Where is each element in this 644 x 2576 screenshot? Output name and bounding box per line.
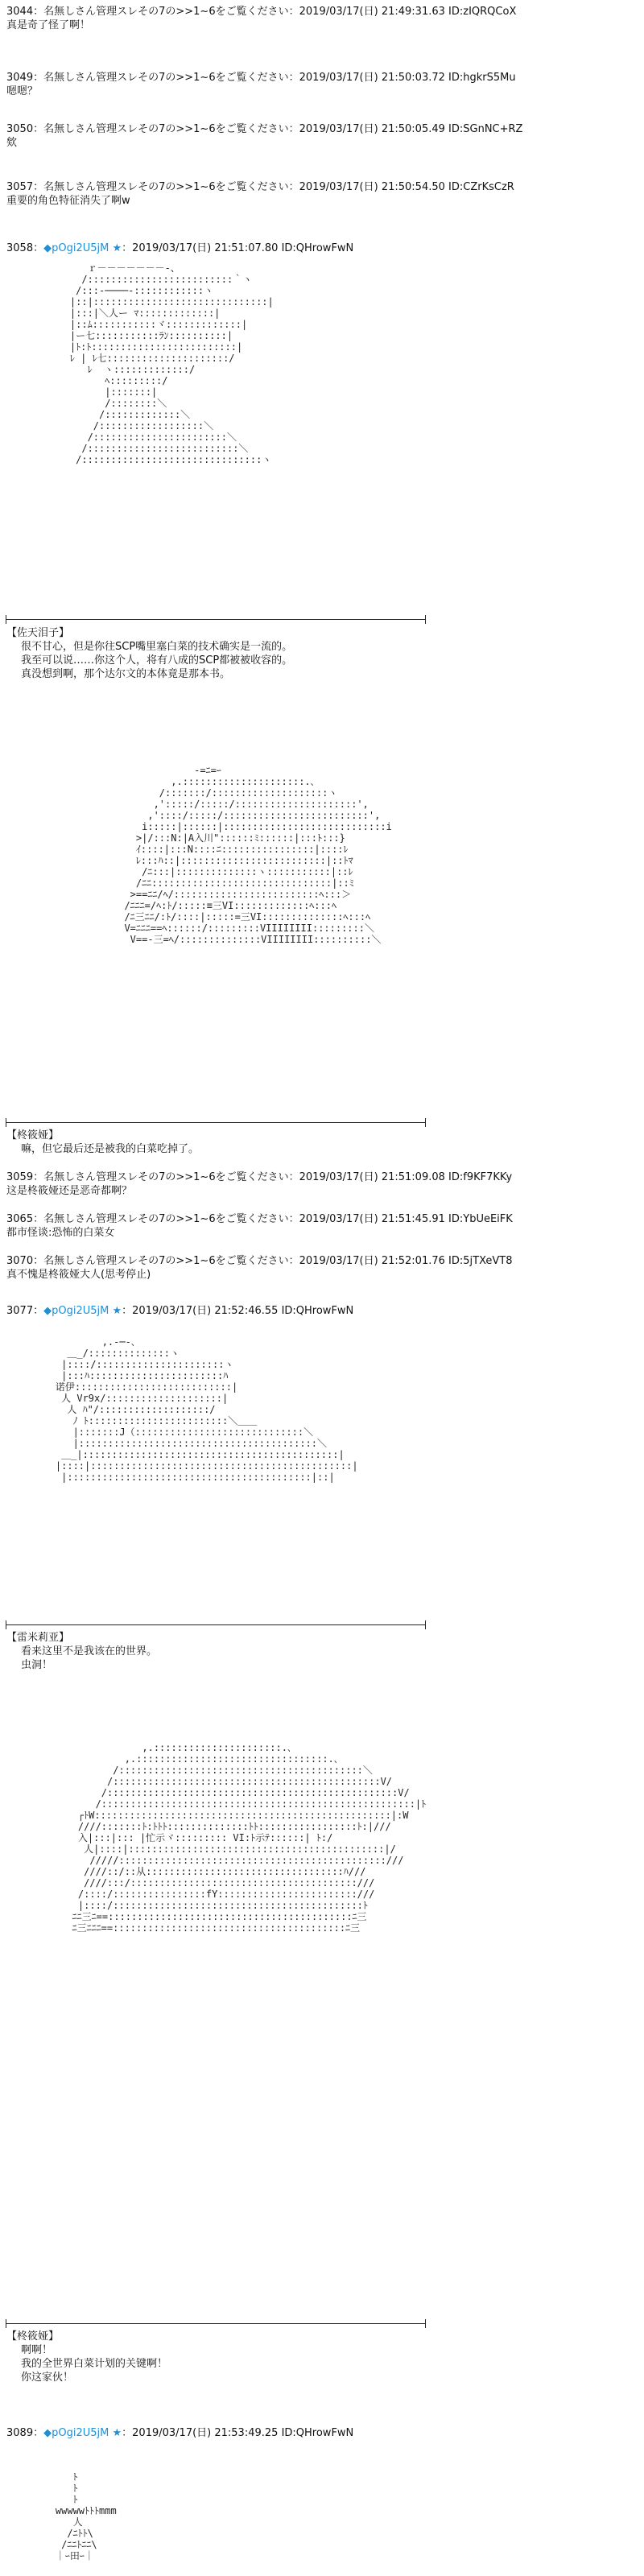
caption-shinoa-2: [6, 2330, 167, 2384]
caption-remilia: [6, 1631, 157, 1672]
caption-saten: [6, 626, 292, 681]
caption-line: 虫洞！: [21, 1659, 53, 1671]
caption-shinoa-1: [6, 1129, 199, 1156]
author-trip[interactable]: ◆pOgi2U5jM ★: [43, 2427, 122, 2439]
caption-line: 真没想到啊，那个达尔文的本体竟是那本书。: [21, 668, 231, 680]
ascii-art-tower: ﾄ ﾄ ﾄ wwwwwﾄﾄﾄmmm 人 /ﾆﾄﾄ\ /ﾆﾆﾄﾆﾆ\ ｜ｰ田ｰ｜: [55, 2471, 117, 2562]
post-body: 这是柊筱娅还是恶奇都啊？: [6, 1185, 133, 1197]
post-3089: [6, 2426, 634, 2440]
post-3077: [6, 1304, 634, 1318]
separator-line: [6, 1122, 425, 1123]
post-3050: [6, 122, 634, 150]
author-trip[interactable]: ◆pOgi2U5jM ★: [43, 1305, 122, 1317]
caption-line: 啊啊！: [21, 2344, 53, 2356]
caption-line: 你这家伙！: [21, 2372, 74, 2384]
caption-speaker: 【柊筱娅】: [6, 1129, 60, 1141]
post-header: 3044：名無しさん管理スレその7の>>1~6をご覧ください：2019/03/17(日) 21:49:31.63 ID:zIQRQCoX: [6, 6, 517, 18]
ascii-art-remilia: ,.-─-､ ＿_/::::::::::::::ヽ |::::/::::::::::::::::::::::ヽ |:::ﾊ:::::::::::::::::::::::ﾊ 诺伊:::::::::::::::::::::::::::| 人 Vr9x/::::::::::::::::::::| 人 ﾊ"/:::::::::::::::::::/ ﾉ ﾄ::::::::::::::::::::::::＼＿＿ |:::::::J（:::::::::::::::::::::::::::::＼ |:::::::::::::::::::::::::::::::::::::::::＼ ＿_|::::::::::::::::::::::::::::::::::::::::::::| |::::|:::::::::::::::::::::::::::::::::::::::::::::| |::::::::::::::::::::::::::::::::::::::::::|::|: [55, 1336, 358, 1483]
post-body: 重要的角色特征消失了啊w: [6, 195, 130, 207]
post-3065: [6, 1212, 634, 1240]
caption-line: 看来这里不是我该在的世界。: [21, 1645, 158, 1657]
post-body: 嗯嗯？: [6, 85, 39, 97]
author-trip[interactable]: ◆pOgi2U5jM ★: [43, 242, 122, 254]
post-header: 3089：◆pOgi2U5jM ★：2019/03/17(日) 21:53:49.25 ID:QHrowFwN: [6, 2427, 354, 2439]
post-header: 3070：名無しさん管理スレその7の>>1~6をご覧ください：2019/03/17(日) 21:52:01.76 ID:5jTXeVT8: [6, 1255, 513, 1267]
caption-line: 嘛，但它最后还是被我的白菜吃掉了。: [21, 1143, 200, 1155]
separator-line: [6, 619, 425, 620]
post-3059: [6, 1170, 634, 1198]
caption-line: 我的全世界白菜计划的关键啊！: [21, 2358, 168, 2370]
post-header: 3057：名無しさん管理スレその7の>>1~6をご覧ください：2019/03/17(日) 21:50:54.50 ID:CZrKsCzR: [6, 181, 514, 193]
caption-line: 很不甘心，但是你往SCP嘴里塞白菜的技术确实是一流的。: [21, 641, 293, 653]
caption-speaker: 【佐天泪子】: [6, 627, 70, 639]
caption-speaker: 【柊筱娅】: [6, 2330, 60, 2343]
post-3049: [6, 71, 634, 98]
caption-line: 我至可以说……你这个人，将有八成的SCP都被被收容的。: [21, 654, 293, 667]
post-header: 3058：◆pOgi2U5jM ★：2019/03/17(日) 21:51:07.80 ID:QHrowFwN: [6, 242, 354, 254]
post-header: 3050：名無しさん管理スレその7の>>1~6をご覧ください：2019/03/17(日) 21:50:05.49 ID:SGnNC+RZ: [6, 123, 523, 135]
post-header: 3077：◆pOgi2U5jM ★：2019/03/17(日) 21:52:46.55 ID:QHrowFwN: [6, 1305, 354, 1317]
post-3058: [6, 242, 634, 255]
post-3044: [6, 5, 634, 32]
ascii-art-shinoa-wormhole: ,.::::::::::::::::::::::.､ ,.:::::::::::::::::::::::::::::::::.､ /::::::::::::::::::::::::::::::::::::::::::＼ /::::::::::::::::::::::::::::::::::::::::::::::V/ /::::::::::::::::::::::::::::::::::::::::::::::::::V/ /::::::::::::::::::::::::::::::::::::::::::::::::::::::|ﾄ ┌ﾄW:::::::::::::::::::::::::::::::::::::::::::::::::::|:W ////:::::::ﾄ:ﾄﾄﾄ::::::::::::::ﾄﾄ:::::::::::::::::ﾄ:|/// 入|:::|::: |忙示ヾ::::::::: VI:ﾄ示ﾃ::::::| ﾄ:/ 人|::::|::::::::::::::::::::::::::::::::::::::::::::|/ /////::::::::::::::::::::::::::::::::::::::::::::::/// ////::/::从::::::::::::::::::::::::::::::::::ﾊ/// ////:::/:::::::::::::::::::::::::::::::::::::::/// /::::/::::::::::::::::fY::::::::::::::::::::::::/// |::::/:::::::::::::::::::::::::::::::::::::::::::ﾄ ﾆﾆ三ﾆ==::::::::::::::::::::::::::::::::::::::::::ﾆ三 ﾆ三ﾆﾆﾆ==::::::::::::::::::::::::::::::::::::::::ﾆ三: [72, 1742, 427, 1934]
post-body: 都市怪谈:恐怖的白菜女: [6, 1227, 115, 1239]
caption-speaker: 【雷米莉亚】: [6, 1632, 70, 1644]
ascii-art-saten: ｒ－－－－－－－-、 /:::::::::::::::::::::::::｀ヽ /:::-────-::::::::::::ヽ |::|::::::::::::::::::::::::::::::| |:::|＼人ー ﾏ:::::::::::::| |::ﾑ:::::::::::ヾ:::::::::::::| |ー七:::::::::::ﾗﾝ::::::::::| |ﾄ:ﾄ:::::::::::::::::::::::::| ﾚ | ﾚ七:::::::::::::::::::::/ ﾚ ヽ:::::::::::::/ ﾍ:::::::::/ |:::::::| /::::::::＼ /:::::::::::::＼ /::::::::::::::::::＼ /:::::::::::::::::::::::＼ /::::::::::::::::::::::::::＼ /:::::::::::::::::::::::::::::::ヽ: [69, 262, 274, 465]
post-3070: [6, 1254, 634, 1282]
separator-line: [6, 2323, 425, 2324]
post-3057: [6, 180, 634, 208]
post-body: 真是奇了怪了啊！: [6, 19, 91, 31]
post-body: 欸: [6, 137, 18, 149]
post-body: 真不愧是柊筱娅大人(思考停止): [6, 1269, 151, 1281]
post-header: 3065：名無しさん管理スレその7の>>1~6をご覧ください：2019/03/17(日) 21:51:45.91 ID:YbUeEiFK: [6, 1213, 513, 1225]
post-header: 3049：名無しさん管理スレその7の>>1~6をご覧ください：2019/03/17(日) 21:50:03.72 ID:hgkrS5Mu: [6, 72, 516, 84]
ascii-art-shinoa-cabbage: -=ﾆ=ｰ ,.:::::::::::::::::::::.､ /:::::::/::::::::::::::::::::ヽ ,':::::/:::::/:::::::::::::::::::::', ,'::::/:::::/:::::::::::::::::::::::::', i:::::|::::::|::::::::::::::::::::::::::::i >|/:::N:|A入川"::::::ﾐ::::::|:::ﾄ:::} ｲ::::|:::N::::ﾆ::::::::::::::::|::::ﾚ ﾚ:::ﾊ::|:::::::::::::::::::::::::|::ﾄﾏ /ﾆ:::|::::::::::::::ヽ:::::::::::|::ﾚ /ﾆﾆ:::::::::::::::::::::::::::::::|::ﾐ >==ﾆﾆ/ﾍ/:::::::::::::::::::::::::ﾍ:::＞ /ﾆﾆﾆ=/ﾍ:ﾄ/:::::≡三VI:::::::::::::ﾍ:::ﾍ /ﾆ三ﾆﾆ/:ﾄ/::::|:::::=三VI::::::::::::::ﾍ:::ﾍ V=ﾆﾆﾆ==ﾍ::::::/:::::::::VIIIIIIII:::::::::＼ V==-三=ﾍ/::::::::::::::VIIIIIIII::::::::::＼: [124, 765, 392, 945]
separator-line: [6, 1624, 425, 1625]
post-header: 3059：名無しさん管理スレその7の>>1~6をご覧ください：2019/03/17(日) 21:51:09.08 ID:f9KF7KKy: [6, 1171, 513, 1183]
